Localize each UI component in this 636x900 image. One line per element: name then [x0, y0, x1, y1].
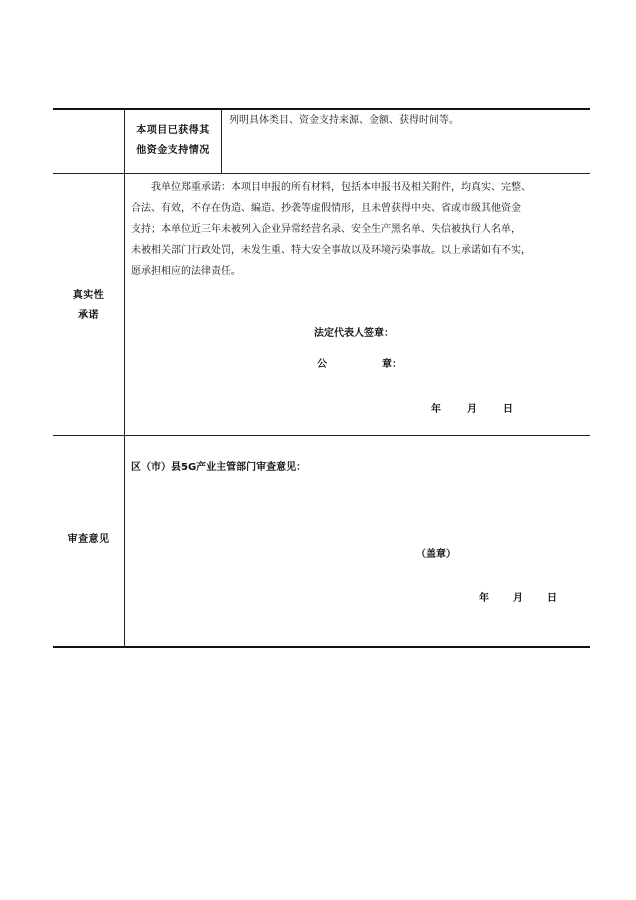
- pledge-line-2: 合法、有效，不存在伪造、编造、抄袭等虚假情形，且未曾获得中央、省或市级其他资金: [131, 203, 521, 214]
- column-divider-label: [124, 108, 125, 647]
- application-form-table: [53, 108, 590, 647]
- official-seal-char-2: 章：: [382, 359, 402, 370]
- other-funding-label-line1: 本项目已获得其: [136, 125, 210, 136]
- review-heading: 区（市）县5G产业主管部门审查意见：: [131, 462, 307, 473]
- official-seal-char-1: 公: [317, 359, 327, 370]
- other-funding-label: [125, 124, 221, 158]
- table-top-border: [53, 108, 590, 110]
- pledge-line-1: 我单位郑重承诺：本项目申报的所有材料，包括本申报书及相关附件，均真实、完整、: [151, 182, 531, 193]
- other-funding-content: 列明具体类目、资金支持来源、金额、获得时间等。: [229, 115, 459, 126]
- authenticity-label: [53, 289, 124, 323]
- legal-representative-signature: 法定代表人签章：: [314, 328, 394, 339]
- authenticity-label-line1: 真实性: [72, 290, 105, 301]
- row-divider-1: [53, 173, 590, 174]
- table-bottom-border: [53, 646, 590, 648]
- pledge-date-month: 月: [467, 404, 477, 415]
- review-date-year: 年: [479, 593, 489, 604]
- review-seal: （盖章）: [416, 549, 456, 560]
- other-funding-label-line2: 他资金支持情况: [136, 145, 210, 156]
- row-divider-2: [53, 435, 590, 436]
- pledge-date-year: 年: [431, 404, 441, 415]
- review-label: 审查意见: [67, 534, 110, 545]
- review-date-month: 月: [513, 593, 523, 604]
- pledge-line-5: 愿承担相应的法律责任。: [131, 266, 241, 277]
- authenticity-label-line2: 承诺: [78, 310, 99, 321]
- review-date-day: 日: [547, 593, 557, 604]
- pledge-date-day: 日: [503, 404, 513, 415]
- column-divider-inner: [221, 108, 222, 174]
- pledge-line-3: 支持；本单位近三年未被列入企业异常经营名录、安全生产黑名单、失信被执行人名单，: [131, 224, 521, 235]
- pledge-line-4: 未被相关部门行政处罚，未发生重、特大安全事故以及环境污染事故。以上承诺如有不实，: [131, 245, 531, 256]
